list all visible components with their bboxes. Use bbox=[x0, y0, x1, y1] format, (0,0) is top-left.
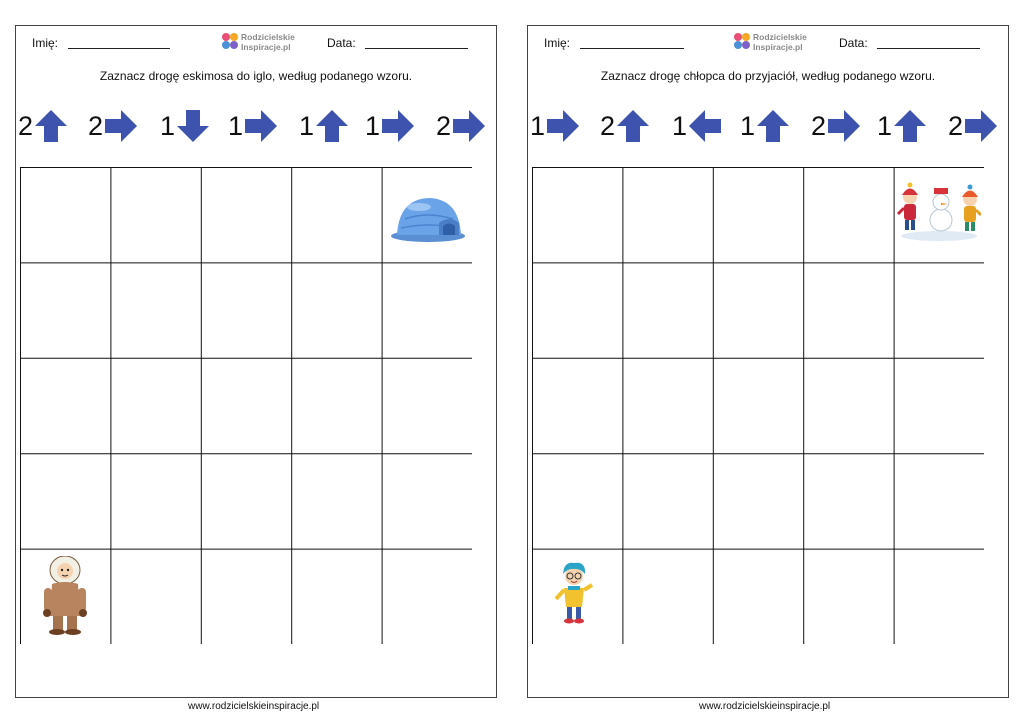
arrow-right-icon bbox=[381, 109, 415, 143]
logo-line-1: Rodzicielskie bbox=[753, 32, 807, 42]
path-grid bbox=[20, 167, 472, 644]
arrow-up-icon bbox=[34, 109, 68, 143]
step-count: 2 bbox=[600, 111, 616, 141]
step-instruction bbox=[18, 106, 68, 146]
instruction: Zaznacz drogę eskimosa do iglo, według podanego wzoru. bbox=[99, 69, 413, 83]
logo-icon bbox=[733, 32, 751, 50]
step-count: 2 bbox=[88, 111, 104, 141]
date-label: Data: bbox=[839, 36, 868, 50]
friends-snowman-picture bbox=[897, 180, 981, 242]
step-instruction bbox=[228, 106, 278, 146]
step-count: 1 bbox=[740, 111, 756, 141]
steps-row bbox=[16, 106, 496, 146]
step-count: 1 bbox=[299, 111, 315, 141]
arrow-right-icon bbox=[827, 109, 861, 143]
step-instruction bbox=[299, 106, 349, 146]
step-instruction bbox=[160, 106, 210, 146]
arrow-down-icon bbox=[176, 109, 210, 143]
arrow-up-icon bbox=[893, 109, 927, 143]
arrow-right-icon bbox=[546, 109, 580, 143]
step-instruction bbox=[600, 106, 650, 146]
step-instruction bbox=[877, 106, 927, 146]
name-label: Imię: bbox=[544, 36, 571, 50]
name-field[interactable] bbox=[68, 48, 170, 49]
step-count: 2 bbox=[811, 111, 827, 141]
footer-url-left[interactable]: www.rodzicielskieinspiracje.pl bbox=[188, 701, 320, 712]
logo-line-2: Inspiracje.pl bbox=[241, 42, 291, 52]
step-instruction bbox=[811, 106, 861, 146]
logo-icon bbox=[221, 32, 239, 50]
step-count: 2 bbox=[436, 111, 452, 141]
date-field[interactable] bbox=[877, 48, 980, 49]
eskimo-picture-holder bbox=[40, 556, 90, 641]
name-field[interactable] bbox=[580, 48, 684, 49]
date-label: Data: bbox=[327, 36, 356, 50]
step-count: 1 bbox=[672, 111, 688, 141]
logo-text bbox=[753, 32, 807, 52]
arrow-right-icon bbox=[104, 109, 138, 143]
arrow-up-icon bbox=[315, 109, 349, 143]
friends-snowman-picture-holder bbox=[897, 180, 981, 247]
step-count: 1 bbox=[365, 111, 381, 141]
instruction: Zaznacz drogę chłopca do przyjaciół, według podanego wzoru. bbox=[600, 69, 936, 83]
boy-picture-holder bbox=[554, 561, 594, 632]
step-count: 2 bbox=[948, 111, 964, 141]
step-instruction bbox=[948, 106, 998, 146]
step-count: 2 bbox=[18, 111, 34, 141]
step-instruction bbox=[436, 106, 486, 146]
date-field[interactable] bbox=[365, 48, 468, 49]
logo-line-2: Inspiracje.pl bbox=[753, 42, 803, 52]
path-grid bbox=[532, 167, 984, 644]
eskimo-picture bbox=[40, 556, 90, 636]
step-instruction bbox=[88, 106, 138, 146]
step-count: 1 bbox=[228, 111, 244, 141]
step-instruction bbox=[365, 106, 415, 146]
igloo-picture-holder bbox=[389, 193, 467, 248]
step-count: 1 bbox=[160, 111, 176, 141]
step-instruction bbox=[740, 106, 790, 146]
logo-line-1: Rodzicielskie bbox=[241, 32, 295, 42]
worksheet-boy bbox=[527, 25, 1009, 698]
step-instruction bbox=[672, 106, 722, 146]
arrow-right-icon bbox=[452, 109, 486, 143]
logo-text bbox=[241, 32, 295, 52]
step-count: 1 bbox=[530, 111, 546, 141]
boy-picture bbox=[554, 561, 594, 627]
name-label: Imię: bbox=[32, 36, 59, 50]
step-count: 1 bbox=[877, 111, 893, 141]
arrow-left-icon bbox=[688, 109, 722, 143]
logo bbox=[733, 30, 823, 56]
worksheet-eskimo bbox=[15, 25, 497, 698]
steps-row bbox=[528, 106, 1008, 146]
logo bbox=[221, 30, 311, 56]
arrow-up-icon bbox=[616, 109, 650, 143]
arrow-right-icon bbox=[244, 109, 278, 143]
footer-url-right[interactable]: www.rodzicielskieinspiracje.pl bbox=[699, 701, 831, 712]
igloo-picture bbox=[389, 193, 467, 243]
step-instruction bbox=[530, 106, 580, 146]
arrow-right-icon bbox=[964, 109, 998, 143]
arrow-up-icon bbox=[756, 109, 790, 143]
